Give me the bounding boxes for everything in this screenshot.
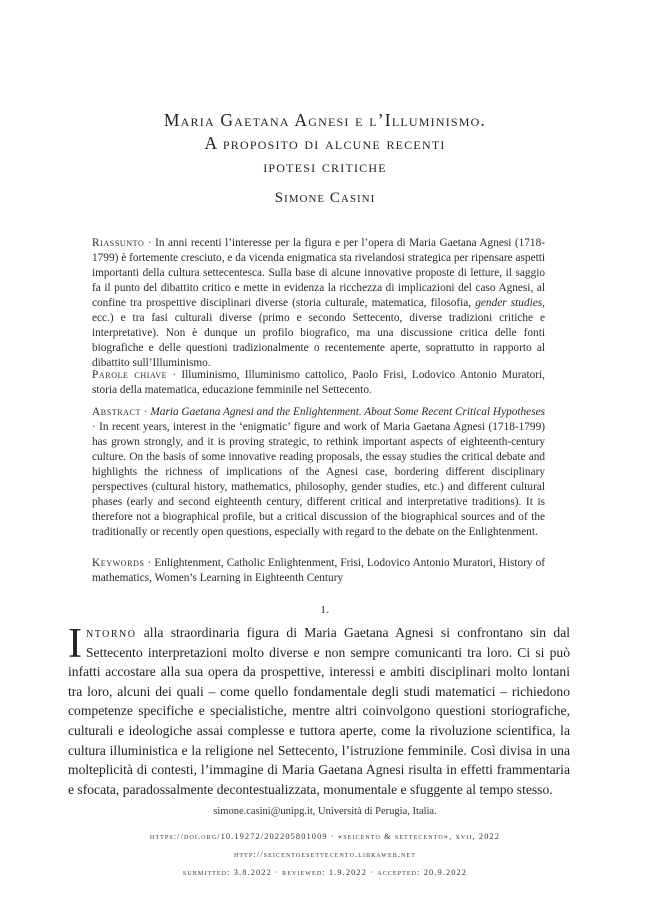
- title-line-1: Maria Gaetana Agnesi e l’Illuminismo.: [163, 110, 487, 130]
- riassunto-label: Riassunto: [92, 237, 145, 249]
- parole-chiave-block: [92, 368, 545, 398]
- abstract-text: In recent years, interest in the ‘enigmatic’ figure and work of Maria Gaetana Agnesi (1718-1799) has grown strongly, and it is proving strategic, to rethink important aspects of eighteenth-century culture. On the basis of some innovative reading proposals, the essay studies the critical debate and highlights the richness of implications of the Agnesi case, bordering different disciplinary perspectives (cultural history, mathematics, philosophy, gender studies, etc.) and different cultural phases (early and second eighteenth century, different critical and interpretative traditions). It is therefore not a biographical profile, but a critical discussion of the biographical sources and of the traditionally or recently open questions, especially with regard to the debate on the Enlightenment.: [92, 421, 545, 538]
- author-footnote: simone.casini@unipg.it, Università di Perugia, Italia.: [213, 806, 437, 817]
- drop-cap: I: [68, 621, 82, 667]
- keywords-text: Enlightenment, Catholic Enlightenment, Frisi, Lodovico Antonio Muratori, History of mathematics, Women’s Learning in Eighteenth Century: [92, 557, 545, 584]
- author-name: Simone Casini: [274, 190, 376, 206]
- first-word: ntorno: [86, 625, 137, 640]
- parole-chiave-text: Illuminismo, Illuminismo cattolico, Paolo Frisi, Lodovico Antonio Muratori, storia della matematica, educazione femminile nel Settecento.: [92, 369, 545, 396]
- abstract-separator-2: ·: [92, 421, 100, 433]
- parole-chiave-label: Parole chiave: [92, 369, 168, 381]
- keywords-label: Keywords: [92, 557, 145, 569]
- journal-url-line: http://seicentoesettecento.libraweb.net: [233, 850, 417, 859]
- title-line-2: A proposito di alcune recenti: [204, 133, 446, 153]
- abstract-separator: ·: [140, 406, 151, 418]
- submission-dates-line: submitted: 3.8.2022 · reviewed: 1.9.2022 · accepted: 20.9.2022: [182, 868, 468, 877]
- title-line-3: ipotesi critiche: [263, 156, 387, 176]
- body-paragraph: [68, 623, 570, 799]
- abstract-title: Maria Gaetana Agnesi and the Enlightenment. About Some Recent Critical Hypotheses: [150, 406, 545, 418]
- abstract-label: Abstract: [92, 406, 141, 418]
- section-number: 1.: [320, 604, 330, 616]
- doi-line: https://doi.org/10.19272/202205801009 · «seicento & settecento», xvii, 2022: [149, 832, 501, 841]
- riassunto-separator: ·: [144, 237, 156, 249]
- riassunto-block: [92, 236, 545, 371]
- riassunto-text-1: In anni recenti l’interesse per la figura e per l’opera di Maria Gaetana Agnesi (1718-1799) è fortemente cresciuto, e da vicenda enigmatica sta rivelandosi strategica per ripensare aspetti importanti della cultura settecentesca. Sulla base di alcune innovative proposte di letture, il saggio fa il punto del dibattito critico e mette in evidenza la ricchezza di implicazioni del caso Agnesi, al confine tra prospettive disciplinari diverse (storia culturale, matematica, filosofia,: [92, 237, 545, 309]
- body-text: alla straordinaria figura di Maria Gaetana Agnesi si confrontano sin dal Settecento interpretazioni molto diverse e non sempre comunicanti tra loro. Ci si può infatti accostare alla sua opera da prospettive, interessi e ambiti disciplinari molto lontani tra loro, alcuni dei quali – come quello fondamentale degli studi matematici – richiedono competenze specifiche e specialistiche, mentre altri coinvolgono questioni storiografiche, culturali e ideologiche assai complesse e tuttora aperte, come la rivoluzione scientifica, la cultura illuministica e la religione nel Settecento, l’istruzione femminile. Così divisa in una molteplicità di contesti, l’immagine di Maria Gaetana Agnesi risulta in effetti frammentaria e sfocata, paradossalmente decontestualizzata, monumentale e sfuggente al tempo stesso.: [68, 625, 570, 797]
- riassunto-italic: gender studies: [475, 297, 543, 309]
- keywords-block: [92, 556, 545, 586]
- abstract-block: [92, 405, 545, 540]
- keywords-separator: ·: [144, 557, 155, 569]
- parole-chiave-separator: ·: [167, 369, 182, 381]
- article-title: [60, 109, 590, 178]
- riassunto-text-2: , ecc.) e tra fasi culturali diverse (primo e secondo Settecento, diverse tradizioni critiche e interpretative). Non è dunque un profilo biografico, ma una discussione critica delle fonti biografiche e delle questioni tradizionalmente o recentemente aperte, soprattutto in rapporto al dibattito sull’Illuminismo.: [92, 297, 545, 369]
